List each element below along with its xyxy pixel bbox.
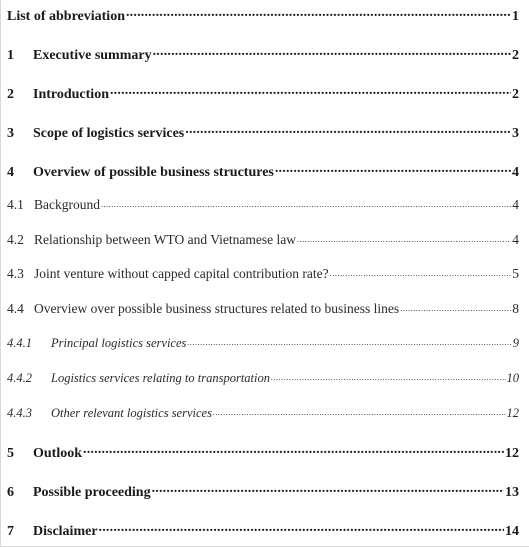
dot-leader	[110, 84, 511, 98]
toc-entry-outlook[interactable]	[7, 443, 519, 462]
toc-entry-number: 6	[7, 485, 14, 500]
dot-leader	[83, 443, 504, 457]
dot-leader	[185, 123, 511, 137]
dot-leader	[99, 521, 504, 535]
toc-entry-number: 4.4.1	[7, 335, 32, 350]
toc-entry-title: Principal logistics services	[51, 335, 187, 350]
toc-entry-page: 2	[512, 48, 519, 63]
toc-entry-number: 4.4.3	[7, 405, 32, 420]
toc-entry-possible-proceeding[interactable]	[7, 482, 519, 501]
toc-entry-page: 4	[512, 231, 519, 247]
toc-entry-disclaimer[interactable]	[7, 521, 519, 540]
toc-entry-number: 7	[7, 524, 14, 539]
toc-entry-number: 4.3	[7, 265, 24, 281]
toc-entry-title: Overview over possible business structures related to business lines	[34, 300, 400, 316]
toc-entry-page: 2	[512, 87, 519, 102]
toc-entry-page: 3	[512, 126, 519, 141]
toc-entry-logistics-transportation[interactable]	[7, 369, 519, 386]
toc-entry-title: Possible proceeding	[33, 485, 151, 500]
toc-entry-number: 4.4.2	[7, 370, 32, 385]
dot-leader	[297, 230, 511, 244]
toc-entry-number: 1	[7, 48, 14, 63]
toc-entry-principal-logistics[interactable]	[7, 334, 519, 351]
toc-entry-page: 1	[512, 9, 519, 24]
toc-entry-title: Joint venture without capped capital contribution rate?	[34, 265, 329, 281]
toc-entry-joint-venture[interactable]	[7, 264, 519, 282]
toc-entry-number: 2	[7, 87, 14, 102]
toc-entry-title: Other relevant logistics services	[51, 405, 212, 420]
toc-entry-overview-business-lines[interactable]	[7, 299, 519, 317]
toc-entry-overview-business-structures[interactable]	[7, 162, 519, 181]
dot-leader	[275, 162, 511, 176]
toc-entry-number: 4	[7, 165, 14, 180]
toc-entry-page: 4	[512, 196, 519, 212]
toc-entry-scope-of-logistics-services[interactable]	[7, 123, 519, 142]
toc-entry-title: Outlook	[33, 446, 83, 461]
dot-leader	[152, 482, 504, 496]
toc-entry-title: Introduction	[33, 87, 109, 102]
toc-entry-page: 8	[512, 300, 519, 316]
toc-entry-title: Overview of possible business structures	[33, 165, 274, 180]
toc-entry-number: 5	[7, 446, 14, 461]
toc-entry-page: 12	[505, 446, 519, 461]
toc-entry-title: Relationship between WTO and Vietnamese law	[34, 231, 296, 247]
toc-entry-executive-summary[interactable]	[7, 45, 519, 64]
dot-leader	[400, 299, 511, 313]
toc-entry-title: Scope of logistics services	[33, 126, 185, 141]
toc-entry-title: Background	[34, 196, 100, 212]
toc-entry-page: 10	[506, 370, 519, 385]
toc-entry-number: 4.4	[7, 300, 24, 316]
toc-entry-list-of-abbreviation[interactable]	[7, 6, 519, 25]
dot-leader	[101, 195, 511, 209]
dot-leader	[271, 369, 506, 382]
toc-entry-page: 13	[505, 485, 519, 500]
toc-entry-page: 5	[512, 265, 519, 281]
toc-entry-wto-vietnamese-law[interactable]	[7, 230, 519, 248]
toc-entry-page: 12	[506, 405, 519, 420]
toc-entry-number: 4.2	[7, 231, 24, 247]
toc-entry-other-logistics[interactable]	[7, 404, 519, 421]
dot-leader	[153, 45, 511, 59]
toc-entry-page: 4	[512, 165, 519, 180]
toc-entry-number: 4.1	[7, 196, 24, 212]
toc-entry-background[interactable]	[7, 195, 519, 213]
toc-entry-title: Disclaimer	[33, 524, 98, 539]
dot-leader	[187, 334, 511, 347]
dot-leader	[213, 404, 506, 417]
toc-entry-title: Executive summary	[33, 48, 152, 63]
toc-entry-title: Logistics services relating to transportation	[51, 370, 270, 385]
toc-entry-page: 14	[505, 524, 519, 539]
toc-entry-number: 3	[7, 126, 14, 141]
toc-entry-page: 9	[512, 335, 519, 350]
dot-leader	[330, 264, 512, 278]
dot-leader	[126, 6, 511, 20]
toc-entry-title: List of abbreviation	[7, 9, 125, 24]
toc-entry-introduction[interactable]	[7, 84, 519, 103]
